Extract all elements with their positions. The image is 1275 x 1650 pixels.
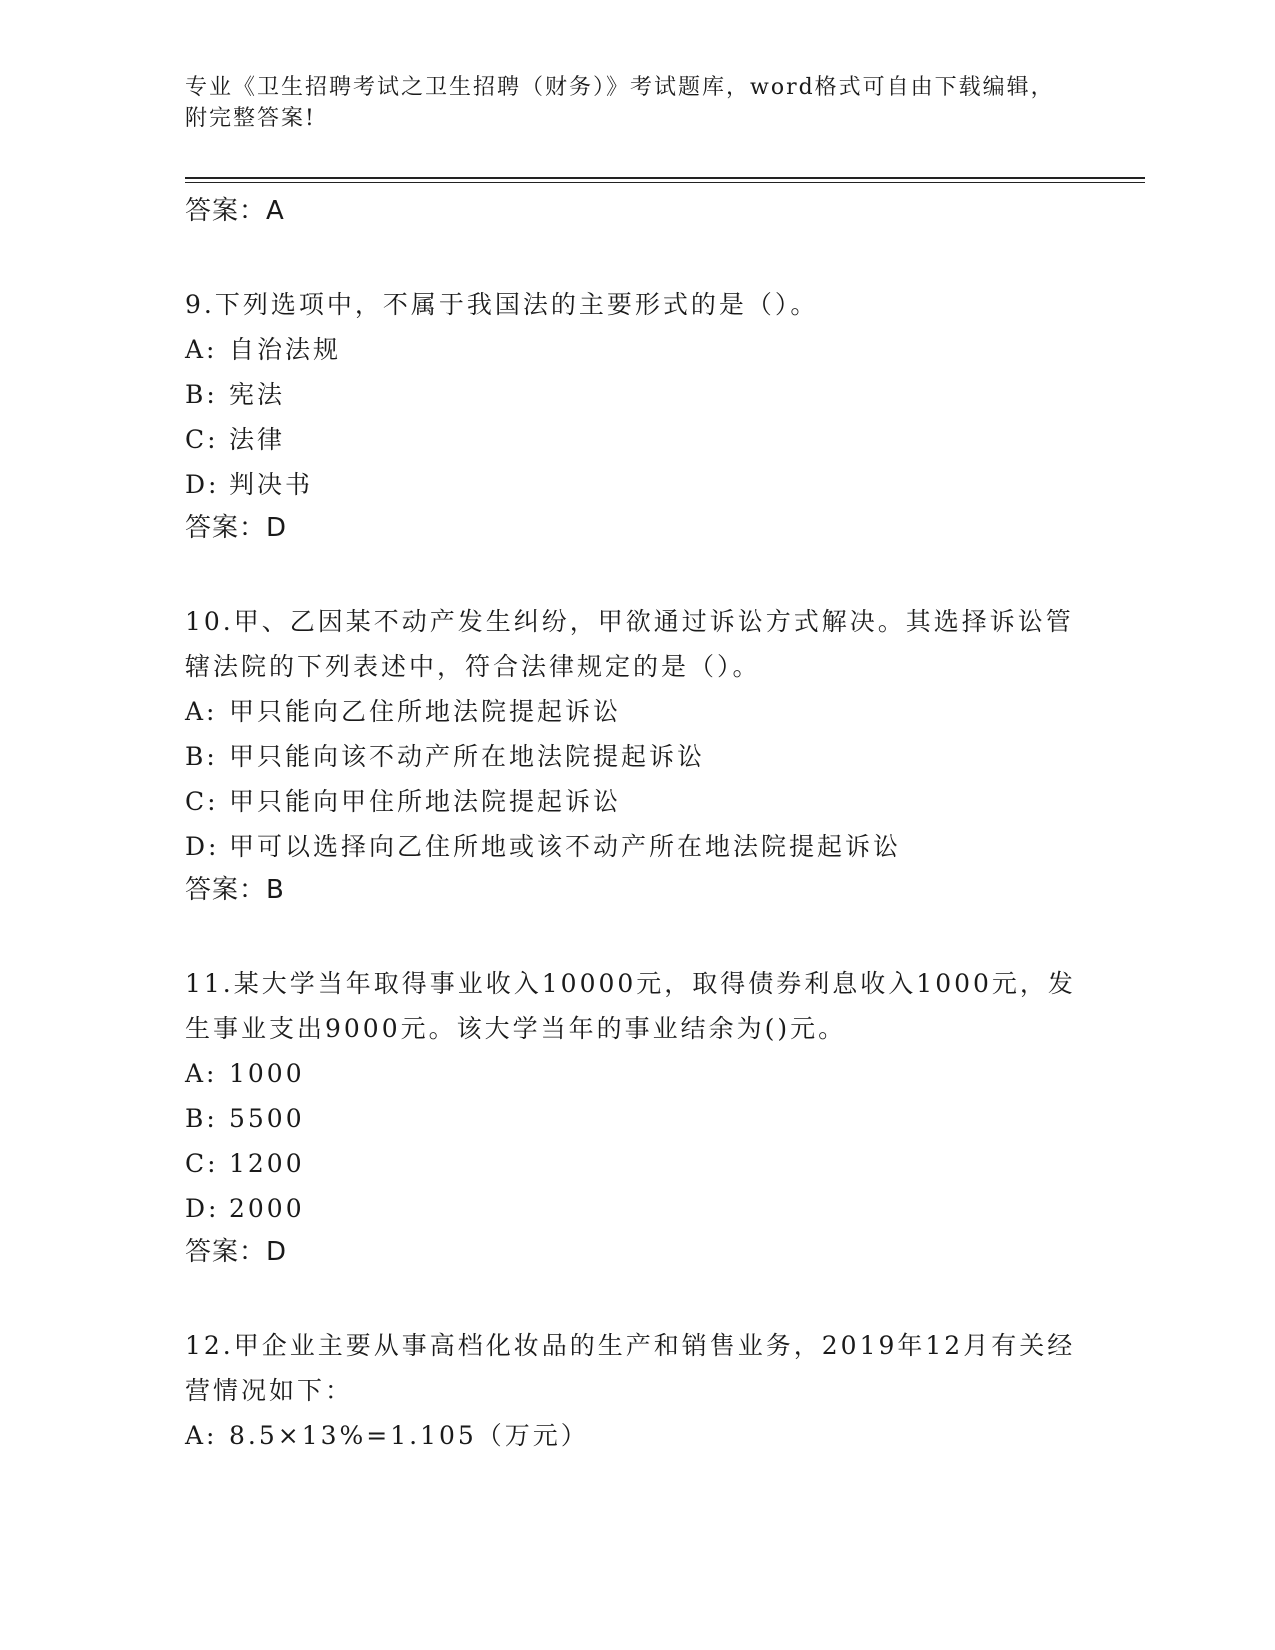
option-c [185,779,1085,824]
question-block [185,1323,1085,1458]
option-text: 1200 [229,1149,305,1178]
answer-line: 答案：A [185,196,285,226]
option-text: 5500 [229,1104,305,1133]
question-block [185,961,1085,1279]
option-text: 1000 [229,1059,305,1088]
option-letter: D: [185,832,220,861]
answer-line: 答案：D [185,513,288,543]
page-header: 专业《卫生招聘考试之卫生招聘（财务）》考试题库，word格式可自由下载编辑，附完整答案! [185,75,1055,131]
option-letter: C: [185,787,219,816]
option-letter: A: [185,1421,218,1450]
question-text: 11.某大学当年取得事业收入10000元，取得债券利息收入1000元，发生事业支出9000元。该大学当年的事业结余为()元。 [185,969,1076,1043]
option-letter: C: [185,1149,219,1178]
question-block [185,599,1085,917]
option-b [185,372,1085,417]
option-text: 8.5×13%=1.105（万元） [229,1421,589,1450]
option-c [185,417,1085,462]
answer-line: 答案：B [185,875,285,905]
option-letter: A: [185,1059,218,1088]
option-letter: C: [185,425,219,454]
option-text: 判决书 [229,470,314,499]
option-letter: A: [185,697,218,726]
option-a [185,689,1085,734]
option-a [185,1413,1085,1458]
option-text: 甲只能向乙住所地法院提起诉讼 [229,697,622,726]
header-divider [185,177,1145,179]
option-d [185,462,1085,507]
option-text: 自治法规 [229,335,342,364]
option-letter: B: [185,1104,218,1133]
option-letter: D: [185,1194,220,1223]
question-block [185,282,1085,555]
option-d [185,1186,1085,1231]
question-list [185,190,1085,1458]
option-letter: B: [185,742,218,771]
option-a [185,327,1085,372]
option-letter: A: [185,335,218,364]
option-d [185,824,1085,869]
option-text: 甲只能向甲住所地法院提起诉讼 [229,787,622,816]
question-text: 9.下列选项中，不属于我国法的主要形式的是（）。 [185,290,819,319]
option-text: 宪法 [229,380,286,409]
option-c [185,1141,1085,1186]
option-b [185,1096,1085,1141]
header-divider-thin [185,182,1145,183]
option-text: 甲可以选择向乙住所地或该不动产所在地法院提起诉讼 [229,832,902,861]
answer-line: 答案：D [185,1237,288,1267]
option-text: 法律 [229,425,286,454]
option-text: 2000 [229,1194,305,1223]
option-a [185,1051,1085,1096]
option-text: 甲只能向该不动产所在地法院提起诉讼 [229,742,706,771]
option-b [185,734,1085,779]
option-letter: D: [185,470,220,499]
option-letter: B: [185,380,218,409]
question-text: 10.甲、乙因某不动产发生纠纷，甲欲通过诉讼方式解决。其选择诉讼管辖法院的下列表述中，符合法律规定的是（）。 [185,607,1074,681]
question-text: 12.甲企业主要从事高档化妆品的生产和销售业务，2019年12月有关经营情况如下： [185,1331,1076,1405]
